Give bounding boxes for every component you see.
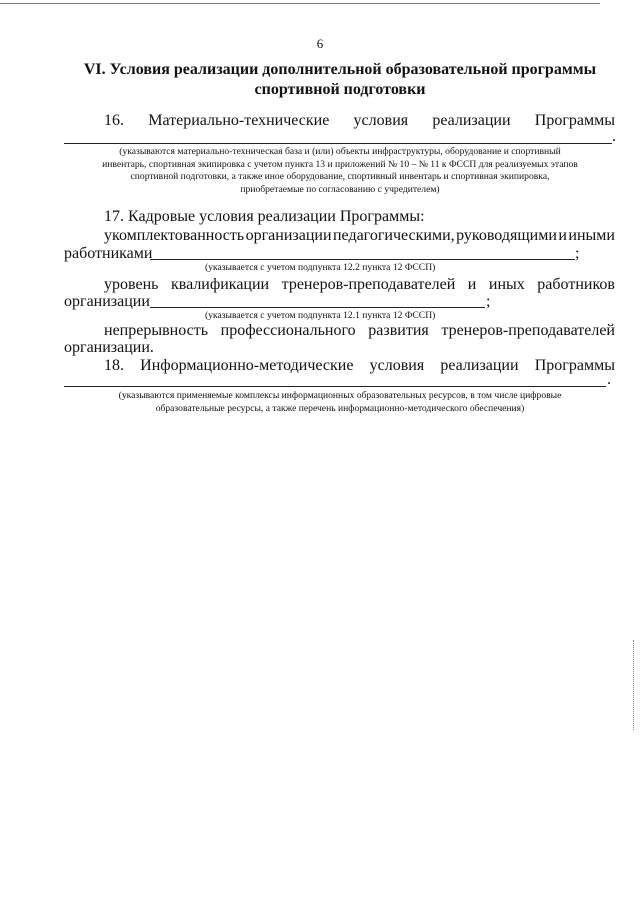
staffing-end-punct: ; xyxy=(575,245,580,262)
item18-end-punct: . xyxy=(607,371,611,388)
item18-note-line-1: (указываются применяемые комплексы информационных образовательных ресурсов, в том числе цифровые xyxy=(118,390,562,401)
section-title-line-2: спортивной подготовки xyxy=(254,81,426,98)
item16-note-line-4: приобретаемые по согласованию с учредителем) xyxy=(240,183,440,195)
item16-word-conditions: условия xyxy=(353,112,409,129)
section-title-line-1: VI. Условия реализации дополнительной образовательной программы xyxy=(83,61,597,78)
staffing-fill-line xyxy=(150,259,575,260)
item17-staffing-row xyxy=(104,227,615,245)
development-word-4: тренеров-преподавателей xyxy=(441,322,615,339)
item16-end-punct: . xyxy=(612,128,616,145)
item16-word-realization: реализации xyxy=(432,112,511,129)
development-word-1: непрерывность xyxy=(104,322,208,339)
qualification-fill-line xyxy=(150,307,485,308)
item16-heading-row xyxy=(104,112,615,130)
item18-word-information: Информационно-методические xyxy=(140,357,354,374)
item16-fill-line xyxy=(64,143,612,144)
qualification-end-punct: ; xyxy=(486,293,491,310)
item16-note-line-3: спортивной подготовки, а также иное оборудование, спортивный инвентарь и спортивная экипировка, xyxy=(130,171,550,182)
item18-word-realization: реализации xyxy=(440,357,519,374)
qualification-note: (указывается с учетом подпункта 12.1 пункта 12 ФССП) xyxy=(205,310,436,321)
qualification-word-2: квалификации xyxy=(170,276,270,293)
item16-note xyxy=(62,146,618,196)
item17-qualification-row xyxy=(104,276,615,294)
page-number: 6 xyxy=(316,36,324,51)
item17-development-row xyxy=(104,322,615,340)
item17-title: 17. Кадровые условия реализации Программы: xyxy=(104,208,425,225)
scan-top-rule xyxy=(0,3,600,4)
item18-fill-line xyxy=(64,386,606,387)
item16-note-line-2: инвентарь, спортивная экипировка с учетом пункта 13 и приложений № 10 – № 11 к ФССП для реализуемых этапов xyxy=(102,158,578,170)
scan-edge-mark xyxy=(633,640,637,730)
qualification-continuation: организации xyxy=(64,293,150,310)
item16-word-program: Программы xyxy=(534,112,615,129)
item18-note-line-2: образовательные ресурсы, а также перечень информационно-методического обеспечения) xyxy=(155,402,525,414)
development-continuation: организации. xyxy=(64,339,154,356)
qualification-word-5: иных xyxy=(488,276,525,293)
qualification-word-6: работников xyxy=(537,276,615,293)
staffing-word-2: организации xyxy=(245,227,332,244)
staffing-word-4: руководящими xyxy=(456,227,557,244)
item18-heading-row xyxy=(104,357,615,375)
staffing-word-5: и xyxy=(558,227,567,244)
item16-note-line-1: (указываются материально-техническая база и (или) объекты инфраструктуры, оборудование и спортивный xyxy=(119,146,561,157)
staffing-word-6: иными xyxy=(568,227,615,244)
qualification-word-1: уровень xyxy=(104,276,159,293)
development-word-2: профессионального xyxy=(220,322,356,339)
staffing-word-3: педагогическими, xyxy=(332,227,455,244)
qualification-word-3: тренеров-преподавателей xyxy=(281,276,456,293)
item18-word-conditions: условия xyxy=(369,357,425,374)
development-word-3: развития xyxy=(368,322,429,339)
item16-word-material: Материально-технические xyxy=(148,112,330,129)
item16-number: 16. xyxy=(104,112,124,129)
staffing-word-1: укомплектованность xyxy=(104,227,245,244)
item18-number: 18. xyxy=(104,357,124,374)
qualification-word-4: и xyxy=(467,276,477,293)
staffing-continuation: работниками xyxy=(64,245,153,262)
staffing-note: (указывается с учетом подпункта 12.2 пункта 12 ФССП) xyxy=(205,262,436,273)
item18-word-program: Программы xyxy=(534,357,615,374)
item18-note xyxy=(62,390,618,415)
